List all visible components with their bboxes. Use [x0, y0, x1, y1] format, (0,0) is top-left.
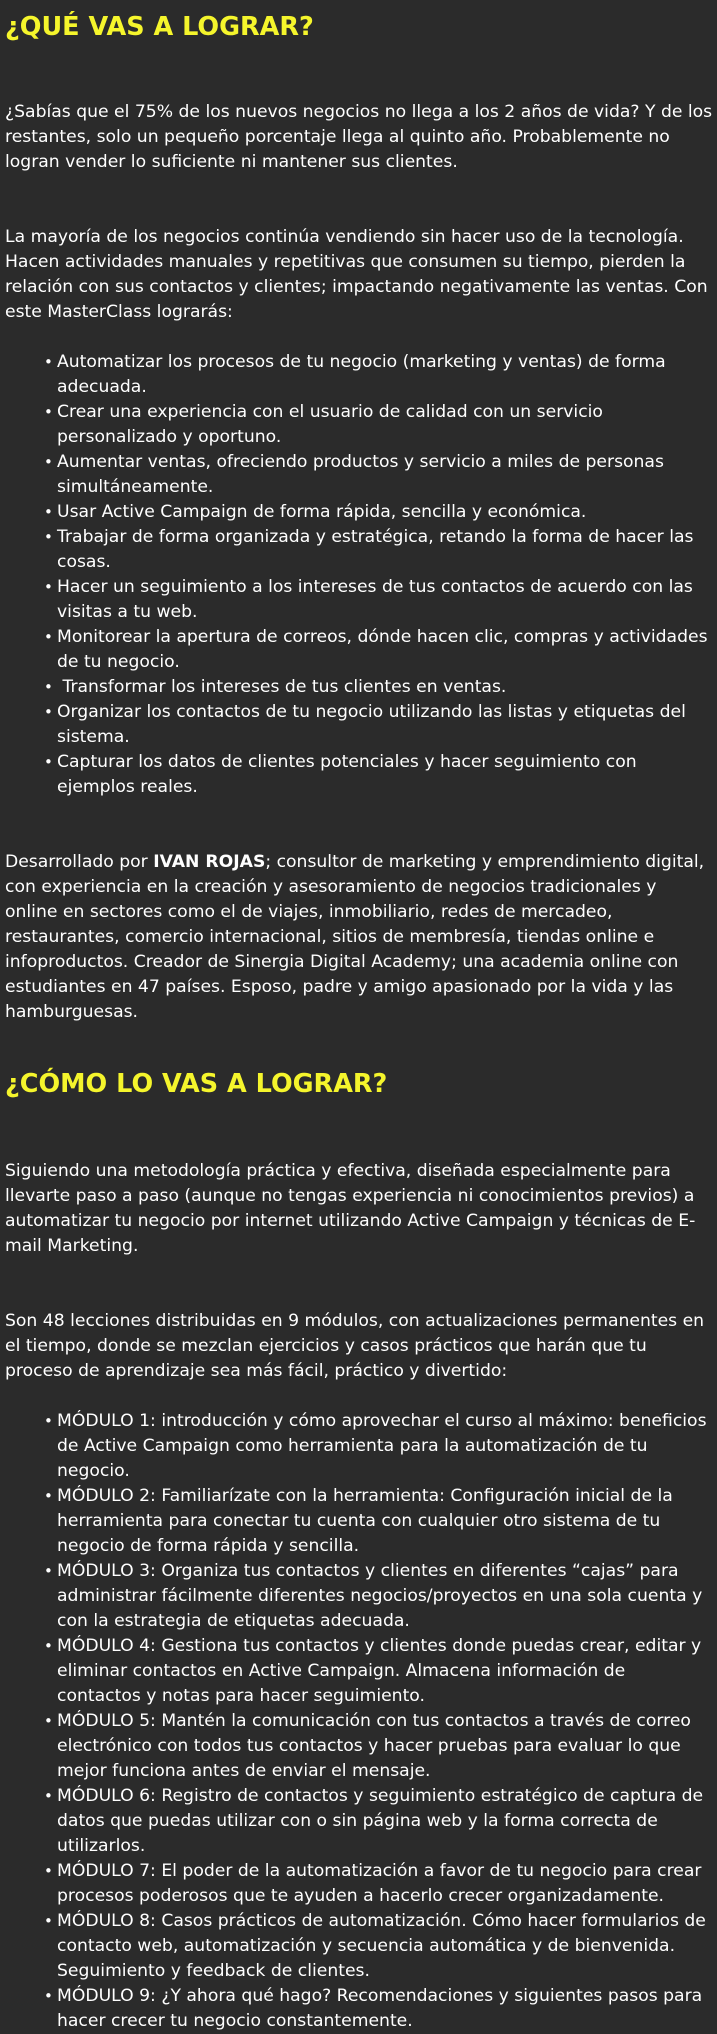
module-item: • MÓDULO 9: ¿Y ahora qué hago? Recomendaciones y siguientes pasos para hacer crecer tu negocio constantemente.	[57, 1984, 713, 2034]
module-item: • MÓDULO 7: El poder de la automatización a favor de tu negocio para crear procesos poderosos que te ayuden a hacerlo crecer organizadamente.	[57, 1859, 713, 1909]
benefit-item: • Crear una experiencia con el usuario de calidad con un servicio personalizado y oportuno.	[57, 400, 713, 450]
author-paragraph	[5, 850, 713, 1025]
author-name: IVAN ROJAS	[153, 852, 266, 872]
author-bio: ; consultor de marketing y emprendimiento digital, con experiencia en la creación y asesoramiento de negocios tradicionales y online en sectores como el de viajes, inmobiliario, redes de mercadeo, restaurantes, comercio internacional, sitios de membresía, tiendas online e infoproductos. Creador de Sinergia Digital Academy; una academia online con estudiantes en 47 países. Esposo, padre y amigo apasionado por la vida y las hamburguesas.	[5, 852, 705, 1022]
module-item: • MÓDULO 4: Gestiona tus contactos y clientes donde puedas crear, editar y eliminar contactos en Active Campaign. Almacena información de contactos y notas para hacer seguimiento.	[57, 1634, 713, 1709]
module-item: • MÓDULO 5: Mantén la comunicación con tus contactos a través de correo electrónico con todos tus contactos y hacer pruebas para evaluar lo que mejor funciona antes de enviar el mensaje.	[57, 1709, 713, 1784]
benefit-item: • Capturar los datos de clientes potenciales y hacer seguimiento con ejemplos reales.	[57, 750, 713, 800]
benefit-item: • Transformar los intereses de tus clientes en ventas.	[57, 675, 713, 700]
benefits-list	[5, 350, 713, 800]
intro-paragraph-technology: La mayoría de los negocios continúa vendiendo sin hacer uso de la tecnología. Hacen actividades manuales y repetitivas que consumen su tiempo, pierden la relación con sus contactos y clientes; impactando negativamente las ventas. Con este MasterClass lograrás:	[5, 227, 708, 322]
benefit-item: • Usar Active Campaign de forma rápida, sencilla y económica.	[57, 500, 713, 525]
modules-list	[5, 1409, 713, 2034]
section-heading-como-lo-vas-a-lograr: ¿CÓMO LO VAS A LOGRAR?	[5, 1069, 388, 1099]
benefit-item: • Aumentar ventas, ofreciendo productos y servicio a miles de personas simultáneamente.	[57, 450, 713, 500]
module-item: • MÓDULO 3: Organiza tus contactos y clientes en diferentes “cajas” para administrar fácilmente diferentes negocios/proyectos en una sola cuenta y con la estrategia de etiquetas adecuada.	[57, 1559, 713, 1634]
module-item: • MÓDULO 2: Familiarízate con la herramienta: Configuración inicial de la herramienta para conectar tu cuenta con cualquier otro sistema de tu negocio de forma rápida y sencilla.	[57, 1484, 713, 1559]
module-item: • MÓDULO 1: introducción y cómo aprovechar el curso al máximo: beneficios de Active Campaign como herramienta para la automatización de tu negocio.	[57, 1409, 713, 1484]
benefit-item: • Organizar los contactos de tu negocio utilizando las listas y etiquetas del sistema.	[57, 700, 713, 750]
method-paragraph: Siguiendo una metodología práctica y efectiva, diseñada especialmente para llevarte paso a paso (aunque no tengas experiencia ni conocimientos previos) a automatizar tu negocio por internet utilizando Active Campaign y técnicas de E-mail Marketing.	[5, 1161, 696, 1256]
author-prefix: Desarrollado por	[5, 852, 154, 872]
module-item: • MÓDULO 8: Casos prácticos de automatización. Cómo hacer formularios de contacto web, automatización y secuencia automática y de bienvenida. Seguimiento y feedback de clientes.	[57, 1909, 713, 1984]
benefit-item: • Hacer un seguimiento a los intereses de tus contactos de acuerdo con las visitas a tu web.	[57, 575, 713, 625]
page-content	[0, 10, 717, 2034]
lessons-paragraph: Son 48 lecciones distribuidas en 9 módulos, con actualizaciones permanentes en el tiempo, donde se mezclan ejercicios y casos prácticos que harán que tu proceso de aprendizaje sea más fácil, práctico y divertido:	[5, 1311, 705, 1381]
section-heading-que-vas-a-lograr: ¿QUÉ VAS A LOGRAR?	[5, 12, 314, 42]
module-item: • MÓDULO 6: Registro de contactos y seguimiento estratégico de captura de datos que puedas utilizar con o sin página web y la forma correcta de utilizarlos.	[57, 1784, 713, 1859]
benefit-item: • Monitorear la apertura de correos, dónde hacen clic, compras y actividades de tu negocio.	[57, 625, 713, 675]
intro-paragraph-statistics: ¿Sabías que el 75% de los nuevos negocios no llega a los 2 años de vida? Y de los restantes, solo un pequeño porcentaje llega al quinto año. Probablemente no logran vender lo suficiente ni mantener sus clientes.	[5, 102, 713, 172]
benefit-item: • Trabajar de forma organizada y estratégica, retando la forma de hacer las cosas.	[57, 525, 713, 575]
benefit-item: • Automatizar los procesos de tu negocio (marketing y ventas) de forma adecuada.	[57, 350, 713, 400]
